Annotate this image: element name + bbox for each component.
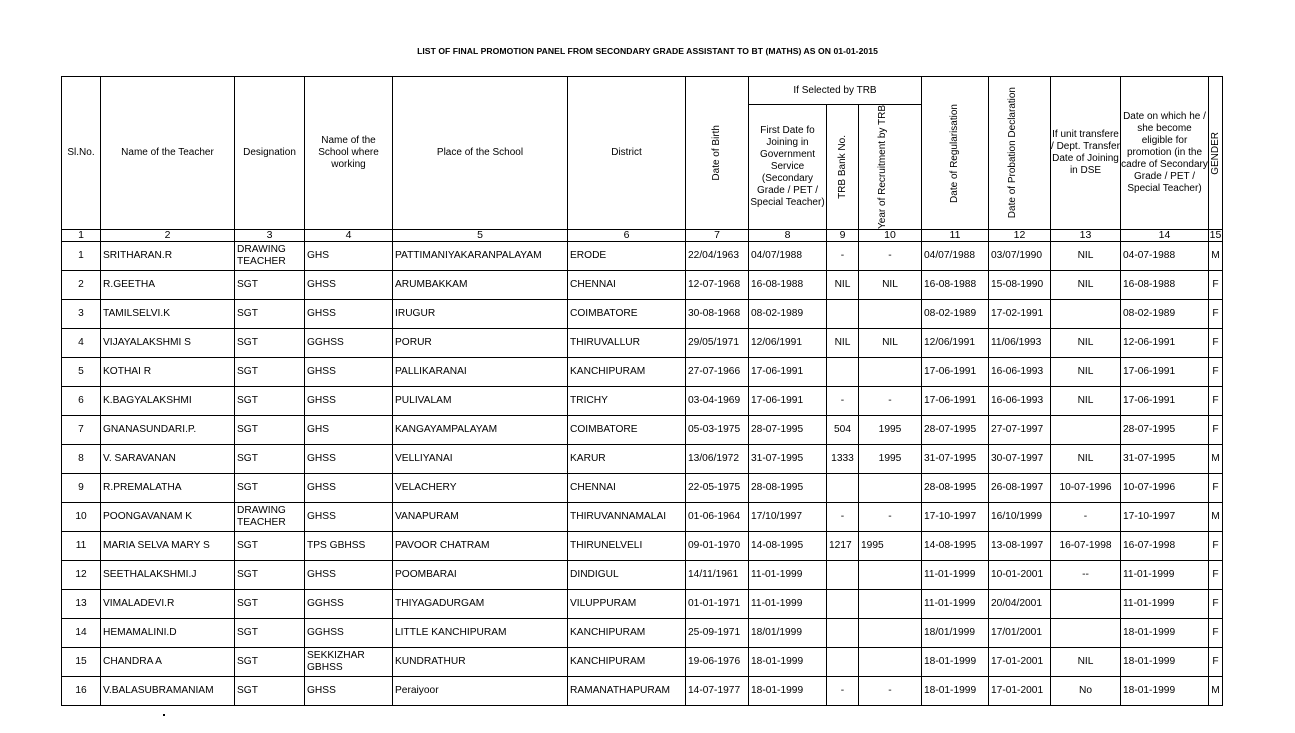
header-district: District	[568, 77, 686, 230]
cell-trb-bank-no: -	[827, 502, 859, 531]
cell-first-date-joining: 11-01-1999	[749, 589, 827, 618]
column-number-row: 1 2 3 4 5 6 7 8 9 10 11 12 13 14 15	[62, 229, 1223, 241]
cell-regularisation: 17-06-1991	[922, 386, 989, 415]
cell-year-recruitment	[859, 560, 922, 589]
cell-place: PULIVALAM	[393, 386, 568, 415]
cell-unit-transfer: 16-07-1998	[1051, 531, 1121, 560]
cell-teacher-name: VIMALADEVI.R	[101, 589, 235, 618]
cell-year-recruitment: 1995	[859, 415, 922, 444]
header-trb-bank-no: TRB Bank No.	[827, 105, 859, 230]
table-row	[62, 647, 1223, 676]
cell-teacher-name: R.PREMALATHA	[101, 473, 235, 502]
cell-regularisation: 11-01-1999	[922, 589, 989, 618]
cell-eligible-date: 08-02-1989	[1121, 299, 1209, 328]
table-row	[62, 241, 1223, 270]
cell-gender: F	[1209, 647, 1223, 676]
cell-eligible-date: 11-01-1999	[1121, 589, 1209, 618]
cell-regularisation: 12/06/1991	[922, 328, 989, 357]
cell-first-date-joining: 12/06/1991	[749, 328, 827, 357]
cell-designation: SGT	[235, 618, 305, 647]
table-row	[62, 589, 1223, 618]
header-teacher-name: Name of the Teacher	[101, 77, 235, 230]
header-probation: Date of Probation Declaration	[989, 77, 1051, 230]
header-date-of-birth: Date of Birth	[686, 77, 749, 230]
cell-probation: 13-08-1997	[989, 531, 1051, 560]
cell-trb-bank-no	[827, 473, 859, 502]
cell-designation: SGT	[235, 560, 305, 589]
cell-first-date-joining: 17/10/1997	[749, 502, 827, 531]
cell-sl-no: 6	[62, 386, 101, 415]
cell-designation: SGT	[235, 676, 305, 705]
cell-first-date-joining: 18/01/1999	[749, 618, 827, 647]
cell-year-recruitment: -	[859, 502, 922, 531]
cell-district: THIRUNELVELI	[568, 531, 686, 560]
cell-gender: M	[1209, 676, 1223, 705]
cell-sl-no: 9	[62, 473, 101, 502]
cell-district: CHENNAI	[568, 270, 686, 299]
cell-district: ERODE	[568, 241, 686, 270]
cell-district: KANCHIPURAM	[568, 647, 686, 676]
cell-first-date-joining: 28-07-1995	[749, 415, 827, 444]
cell-school-name: GHSS	[305, 270, 393, 299]
cell-teacher-name: GNANASUNDARI.P.	[101, 415, 235, 444]
cell-school-name: GHS	[305, 415, 393, 444]
cell-date-of-birth: 27-07-1966	[686, 357, 749, 386]
cell-eligible-date: 17-10-1997	[1121, 502, 1209, 531]
cell-date-of-birth: 14/11/1961	[686, 560, 749, 589]
cell-date-of-birth: 13/06/1972	[686, 444, 749, 473]
cell-place: PORUR	[393, 328, 568, 357]
cell-school-name: GHSS	[305, 386, 393, 415]
cell-gender: F	[1209, 299, 1223, 328]
cell-unit-transfer	[1051, 299, 1121, 328]
header-trb-group: If Selected by TRB	[749, 77, 922, 105]
cell-designation: SGT	[235, 444, 305, 473]
cell-unit-transfer	[1051, 589, 1121, 618]
cell-teacher-name: POONGAVANAM K	[101, 502, 235, 531]
cell-sl-no: 5	[62, 357, 101, 386]
table-row	[62, 676, 1223, 705]
table-row	[62, 473, 1223, 502]
cell-designation: SGT	[235, 589, 305, 618]
stray-dot	[163, 714, 165, 716]
cell-regularisation: 18/01/1999	[922, 618, 989, 647]
cell-date-of-birth: 01-01-1971	[686, 589, 749, 618]
cell-trb-bank-no	[827, 618, 859, 647]
cell-unit-transfer	[1051, 415, 1121, 444]
cell-unit-transfer: -	[1051, 502, 1121, 531]
cell-school-name: GHSS	[305, 502, 393, 531]
cell-district: DINDIGUL	[568, 560, 686, 589]
table-row	[62, 560, 1223, 589]
cell-sl-no: 10	[62, 502, 101, 531]
cell-sl-no: 7	[62, 415, 101, 444]
cell-sl-no: 11	[62, 531, 101, 560]
cell-gender: M	[1209, 502, 1223, 531]
cell-school-name: GHSS	[305, 444, 393, 473]
document-title: LIST OF FINAL PROMOTION PANEL FROM SECONDARY GRADE ASSISTANT TO BT (MATHS) AS ON 01-01-2015	[417, 46, 878, 56]
cell-year-recruitment	[859, 299, 922, 328]
cell-trb-bank-no	[827, 589, 859, 618]
cell-teacher-name: K.BAGYALAKSHMI	[101, 386, 235, 415]
cell-regularisation: 18-01-1999	[922, 647, 989, 676]
cell-year-recruitment: -	[859, 241, 922, 270]
cell-teacher-name: KOTHAI R	[101, 357, 235, 386]
table-row	[62, 531, 1223, 560]
cell-gender: M	[1209, 444, 1223, 473]
cell-district: CHENNAI	[568, 473, 686, 502]
cell-gender: F	[1209, 270, 1223, 299]
cell-gender: M	[1209, 241, 1223, 270]
cell-teacher-name: V.BALASUBRAMANIAM	[101, 676, 235, 705]
cell-probation: 10-01-2001	[989, 560, 1051, 589]
cell-unit-transfer: NIL	[1051, 386, 1121, 415]
cell-eligible-date: 10-07-1996	[1121, 473, 1209, 502]
cell-gender: F	[1209, 328, 1223, 357]
cell-date-of-birth: 05-03-1975	[686, 415, 749, 444]
cell-place: PALLIKARANAI	[393, 357, 568, 386]
cell-designation: SGT	[235, 473, 305, 502]
cell-gender: F	[1209, 357, 1223, 386]
cell-teacher-name: R.GEETHA	[101, 270, 235, 299]
cell-date-of-birth: 01-06-1964	[686, 502, 749, 531]
cell-sl-no: 1	[62, 241, 101, 270]
cell-school-name: SEKKIZHAR GBHSS	[305, 647, 393, 676]
cell-year-recruitment: 1995	[859, 531, 922, 560]
cell-designation: SGT	[235, 415, 305, 444]
cell-gender: F	[1209, 618, 1223, 647]
cell-place: VANAPURAM	[393, 502, 568, 531]
cell-probation: 16-06-1993	[989, 386, 1051, 415]
cell-district: TRICHY	[568, 386, 686, 415]
cell-sl-no: 2	[62, 270, 101, 299]
cell-sl-no: 3	[62, 299, 101, 328]
cell-trb-bank-no: 1333	[827, 444, 859, 473]
header-regularisation: Date of Regularisation	[922, 77, 989, 230]
cell-place: THIYAGADURGAM	[393, 589, 568, 618]
cell-regularisation: 17-06-1991	[922, 357, 989, 386]
cell-first-date-joining: 16-08-1988	[749, 270, 827, 299]
cell-probation: 17-01-2001	[989, 647, 1051, 676]
cell-year-recruitment	[859, 647, 922, 676]
cell-date-of-birth: 12-07-1968	[686, 270, 749, 299]
cell-school-name: GHSS	[305, 357, 393, 386]
header-designation: Designation	[235, 77, 305, 230]
cell-first-date-joining: 28-08-1995	[749, 473, 827, 502]
cell-unit-transfer: 10-07-1996	[1051, 473, 1121, 502]
cell-unit-transfer: NIL	[1051, 444, 1121, 473]
cell-teacher-name: SRITHARAN.R	[101, 241, 235, 270]
cell-designation: SGT	[235, 647, 305, 676]
table-row	[62, 328, 1223, 357]
cell-district: THIRUVANNAMALAI	[568, 502, 686, 531]
cell-place: VELLIYANAI	[393, 444, 568, 473]
cell-eligible-date: 12-06-1991	[1121, 328, 1209, 357]
cell-school-name: GHSS	[305, 473, 393, 502]
cell-district: VILUPPURAM	[568, 589, 686, 618]
cell-designation: SGT	[235, 531, 305, 560]
cell-school-name: GHSS	[305, 676, 393, 705]
cell-probation: 11/06/1993	[989, 328, 1051, 357]
cell-eligible-date: 16-07-1998	[1121, 531, 1209, 560]
cell-probation: 30-07-1997	[989, 444, 1051, 473]
cell-trb-bank-no: 1217	[827, 531, 859, 560]
cell-first-date-joining: 31-07-1995	[749, 444, 827, 473]
cell-trb-bank-no: -	[827, 241, 859, 270]
cell-school-name: GHSS	[305, 299, 393, 328]
cell-unit-transfer: No	[1051, 676, 1121, 705]
cell-place: Peraiyoor	[393, 676, 568, 705]
cell-school-name: GHSS	[305, 560, 393, 589]
cell-gender: F	[1209, 386, 1223, 415]
cell-date-of-birth: 22-05-1975	[686, 473, 749, 502]
cell-trb-bank-no	[827, 357, 859, 386]
cell-trb-bank-no: NIL	[827, 328, 859, 357]
cell-first-date-joining: 04/07/1988	[749, 241, 827, 270]
cell-year-recruitment: -	[859, 386, 922, 415]
cell-gender: F	[1209, 531, 1223, 560]
cell-regularisation: 08-02-1989	[922, 299, 989, 328]
cell-trb-bank-no: -	[827, 676, 859, 705]
cell-place: PATTIMANIYAKARANPALAYAM	[393, 241, 568, 270]
header-year-recruitment: Year of Recruitment by TRB	[859, 105, 922, 230]
cell-trb-bank-no: -	[827, 386, 859, 415]
cell-designation: DRAWING TEACHER	[235, 502, 305, 531]
cell-year-recruitment: 1995	[859, 444, 922, 473]
cell-date-of-birth: 19-06-1976	[686, 647, 749, 676]
cell-district: KARUR	[568, 444, 686, 473]
cell-teacher-name: MARIA SELVA MARY S	[101, 531, 235, 560]
table-row	[62, 299, 1223, 328]
cell-school-name: GGHSS	[305, 328, 393, 357]
cell-probation: 15-08-1990	[989, 270, 1051, 299]
cell-regularisation: 14-08-1995	[922, 531, 989, 560]
cell-unit-transfer: NIL	[1051, 357, 1121, 386]
cell-date-of-birth: 03-04-1969	[686, 386, 749, 415]
cell-school-name: GHS	[305, 241, 393, 270]
cell-regularisation: 04/07/1988	[922, 241, 989, 270]
promotion-panel-table	[61, 76, 1223, 706]
table-row	[62, 502, 1223, 531]
cell-year-recruitment: NIL	[859, 328, 922, 357]
cell-first-date-joining: 17-06-1991	[749, 357, 827, 386]
cell-probation: 16/10/1999	[989, 502, 1051, 531]
cell-unit-transfer: NIL	[1051, 647, 1121, 676]
cell-place: VELACHERY	[393, 473, 568, 502]
cell-teacher-name: VIJAYALAKSHMI S	[101, 328, 235, 357]
cell-regularisation: 17-10-1997	[922, 502, 989, 531]
cell-sl-no: 8	[62, 444, 101, 473]
cell-first-date-joining: 17-06-1991	[749, 386, 827, 415]
cell-place: KUNDRATHUR	[393, 647, 568, 676]
cell-unit-transfer: --	[1051, 560, 1121, 589]
cell-teacher-name: CHANDRA A	[101, 647, 235, 676]
cell-probation: 20/04/2001	[989, 589, 1051, 618]
table-row	[62, 444, 1223, 473]
cell-date-of-birth: 14-07-1977	[686, 676, 749, 705]
cell-regularisation: 16-08-1988	[922, 270, 989, 299]
cell-eligible-date: 04-07-1988	[1121, 241, 1209, 270]
cell-regularisation: 31-07-1995	[922, 444, 989, 473]
cell-first-date-joining: 14-08-1995	[749, 531, 827, 560]
cell-school-name: TPS GBHSS	[305, 531, 393, 560]
cell-sl-no: 4	[62, 328, 101, 357]
cell-district: KANCHIPURAM	[568, 618, 686, 647]
cell-sl-no: 12	[62, 560, 101, 589]
table-row	[62, 415, 1223, 444]
cell-date-of-birth: 29/05/1971	[686, 328, 749, 357]
cell-place: PAVOOR CHATRAM	[393, 531, 568, 560]
cell-eligible-date: 18-01-1999	[1121, 676, 1209, 705]
cell-sl-no: 13	[62, 589, 101, 618]
cell-first-date-joining: 18-01-1999	[749, 647, 827, 676]
cell-district: RAMANATHAPURAM	[568, 676, 686, 705]
header-eligible-date: Date on which he / she become eligible for promotion (in the cadre of Secondary Grade / PET / Special Teacher)	[1121, 77, 1209, 230]
cell-gender: F	[1209, 589, 1223, 618]
cell-unit-transfer: NIL	[1051, 328, 1121, 357]
table-row	[62, 618, 1223, 647]
cell-trb-bank-no	[827, 647, 859, 676]
cell-first-date-joining: 08-02-1989	[749, 299, 827, 328]
cell-unit-transfer: NIL	[1051, 270, 1121, 299]
cell-district: COIMBATORE	[568, 415, 686, 444]
cell-unit-transfer: NIL	[1051, 241, 1121, 270]
cell-designation: DRAWING TEACHER	[235, 241, 305, 270]
cell-designation: SGT	[235, 328, 305, 357]
cell-designation: SGT	[235, 299, 305, 328]
cell-probation: 17/01/2001	[989, 618, 1051, 647]
cell-probation: 16-06-1993	[989, 357, 1051, 386]
cell-school-name: GGHSS	[305, 618, 393, 647]
cell-trb-bank-no: NIL	[827, 270, 859, 299]
cell-year-recruitment	[859, 618, 922, 647]
cell-school-name: GGHSS	[305, 589, 393, 618]
header-school-name: Name of the School where working	[305, 77, 393, 230]
cell-regularisation: 18-01-1999	[922, 676, 989, 705]
cell-eligible-date: 28-07-1995	[1121, 415, 1209, 444]
cell-teacher-name: SEETHALAKSHMI.J	[101, 560, 235, 589]
header-first-date-joining: First Date fo Joining in Government Service (Secondary Grade / PET / Special Teacher)	[749, 105, 827, 230]
cell-trb-bank-no: 504	[827, 415, 859, 444]
cell-date-of-birth: 09-01-1970	[686, 531, 749, 560]
cell-teacher-name: V. SARAVANAN	[101, 444, 235, 473]
header-unit-transfer: If unit transfere / Dept. Transfer Date of Joining in DSE	[1051, 77, 1121, 230]
cell-eligible-date: 18-01-1999	[1121, 618, 1209, 647]
cell-date-of-birth: 30-08-1968	[686, 299, 749, 328]
cell-teacher-name: HEMAMALINI.D	[101, 618, 235, 647]
cell-eligible-date: 16-08-1988	[1121, 270, 1209, 299]
cell-place: KANGAYAMPALAYAM	[393, 415, 568, 444]
table-row	[62, 357, 1223, 386]
cell-district: THIRUVALLUR	[568, 328, 686, 357]
cell-place: POOMBARAI	[393, 560, 568, 589]
table-row	[62, 270, 1223, 299]
cell-probation: 03/07/1990	[989, 241, 1051, 270]
cell-place: IRUGUR	[393, 299, 568, 328]
cell-year-recruitment: -	[859, 676, 922, 705]
cell-gender: F	[1209, 473, 1223, 502]
cell-eligible-date: 11-01-1999	[1121, 560, 1209, 589]
cell-place: ARUMBAKKAM	[393, 270, 568, 299]
cell-gender: F	[1209, 415, 1223, 444]
cell-probation: 27-07-1997	[989, 415, 1051, 444]
cell-designation: SGT	[235, 386, 305, 415]
cell-teacher-name: TAMILSELVI.K	[101, 299, 235, 328]
cell-eligible-date: 18-01-1999	[1121, 647, 1209, 676]
cell-unit-transfer	[1051, 618, 1121, 647]
cell-designation: SGT	[235, 270, 305, 299]
cell-sl-no: 14	[62, 618, 101, 647]
cell-eligible-date: 17-06-1991	[1121, 386, 1209, 415]
cell-year-recruitment	[859, 357, 922, 386]
cell-gender: F	[1209, 560, 1223, 589]
table-row	[62, 386, 1223, 415]
cell-regularisation: 28-08-1995	[922, 473, 989, 502]
cell-district: COIMBATORE	[568, 299, 686, 328]
cell-district: KANCHIPURAM	[568, 357, 686, 386]
cell-probation: 17-01-2001	[989, 676, 1051, 705]
header-gender: GENDER	[1209, 77, 1223, 230]
cell-sl-no: 15	[62, 647, 101, 676]
header-sl-no: Sl.No.	[62, 77, 101, 230]
header-place: Place of the School	[393, 77, 568, 230]
cell-designation: SGT	[235, 357, 305, 386]
cell-first-date-joining: 11-01-1999	[749, 560, 827, 589]
cell-regularisation: 11-01-1999	[922, 560, 989, 589]
cell-probation: 26-08-1997	[989, 473, 1051, 502]
cell-date-of-birth: 25-09-1971	[686, 618, 749, 647]
cell-sl-no: 16	[62, 676, 101, 705]
cell-eligible-date: 17-06-1991	[1121, 357, 1209, 386]
cell-first-date-joining: 18-01-1999	[749, 676, 827, 705]
cell-trb-bank-no	[827, 299, 859, 328]
cell-year-recruitment: NIL	[859, 270, 922, 299]
cell-date-of-birth: 22/04/1963	[686, 241, 749, 270]
cell-trb-bank-no	[827, 560, 859, 589]
cell-year-recruitment	[859, 473, 922, 502]
cell-probation: 17-02-1991	[989, 299, 1051, 328]
cell-regularisation: 28-07-1995	[922, 415, 989, 444]
cell-place: LITTLE KANCHIPURAM	[393, 618, 568, 647]
cell-year-recruitment	[859, 589, 922, 618]
cell-eligible-date: 31-07-1995	[1121, 444, 1209, 473]
